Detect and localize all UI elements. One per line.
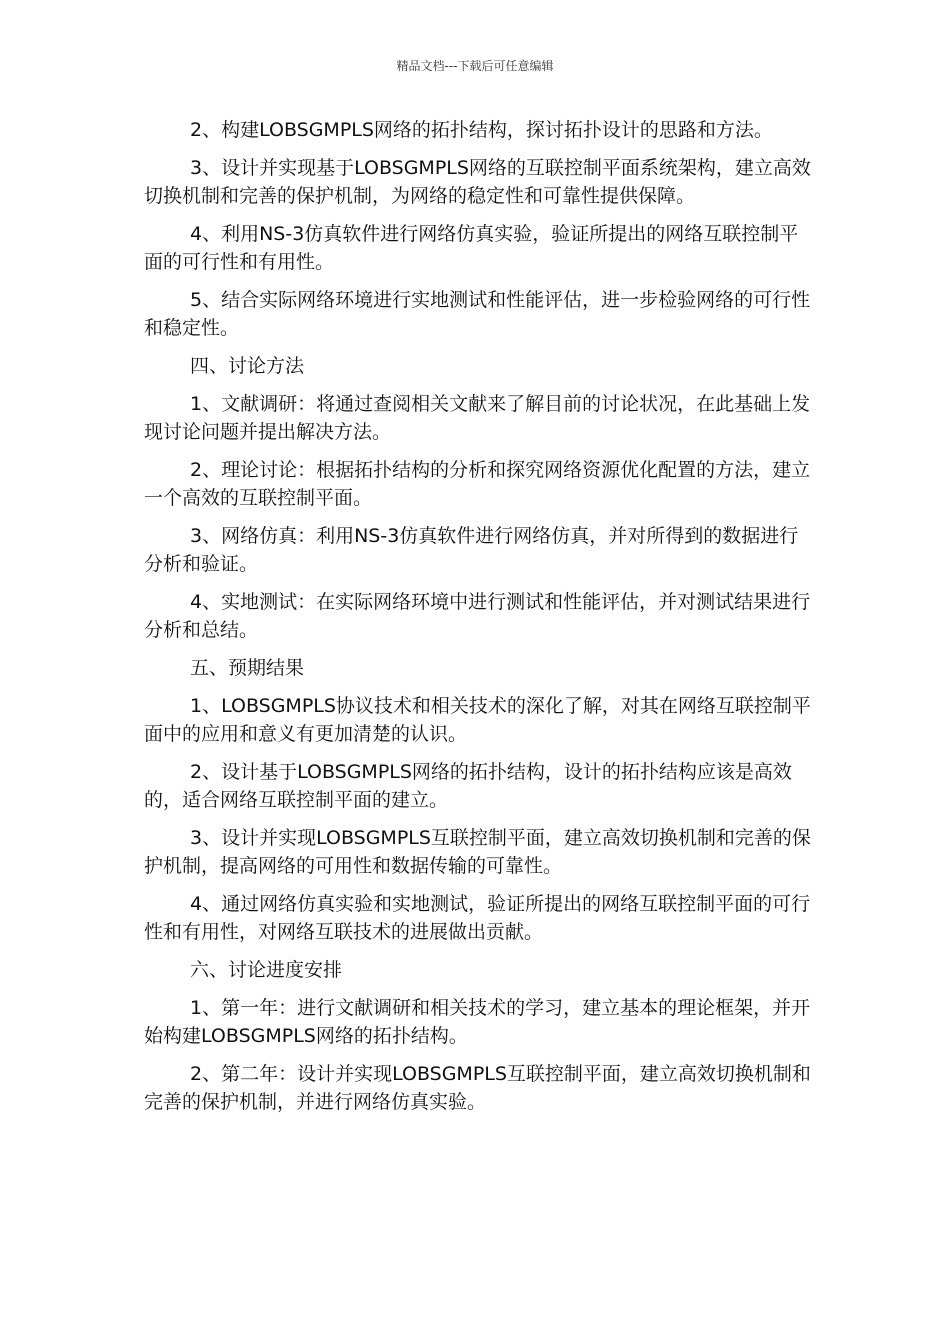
paragraph: 2、构建LOBSGMPLS网络的拓扑结构，探讨拓扑设计的思路和方法。 (190, 119, 773, 141)
paragraph: 2、第二年：设计并实现LOBSGMPLS互联控制平面，建立高效切换机制和完善的保护机制，并进行网络仿真实验。 (144, 1063, 811, 1113)
page-header: 精品文档---下载后可任意编辑 (396, 59, 554, 73)
paragraph: 1、LOBSGMPLS协议技术和相关技术的深化了解，对其在网络互联控制平面中的应用和意义有更加清楚的认识。 (144, 695, 811, 745)
paragraph: 2、理论讨论：根据拓扑结构的分析和探究网络资源优化配置的方法，建立一个高效的互联控制平面。 (144, 459, 811, 509)
paragraph: 4、实地测试：在实际网络环境中进行测试和性能评估，并对测试结果进行分析和总结。 (144, 591, 811, 641)
paragraph: 4、通过网络仿真实验和实地测试，验证所提出的网络互联控制平面的可行性和有用性，对网络互联技术的进展做出贡献。 (144, 893, 811, 943)
section-heading: 六、讨论进度安排 (190, 959, 343, 981)
paragraph: 4、利用NS-3仿真软件进行网络仿真实验，验证所提出的网络互联控制平面的可行性和有用性。 (144, 223, 799, 273)
paragraph: 5、结合实际网络环境进行实地测试和性能评估，进一步检验网络的可行性和稳定性。 (144, 289, 811, 339)
paragraph: 3、网络仿真：利用NS-3仿真软件进行网络仿真，并对所得到的数据进行分析和验证。 (144, 525, 799, 575)
paragraph: 1、文献调研：将通过查阅相关文献来了解目前的讨论状况，在此基础上发现讨论问题并提出解决方法。 (144, 393, 811, 443)
paragraph: 3、设计并实现基于LOBSGMPLS网络的互联控制平面系统架构，建立高效切换机制和完善的保护机制，为网络的稳定性和可靠性提供保障。 (144, 157, 811, 207)
document-body (144, 116, 816, 1126)
section-heading: 四、讨论方法 (190, 355, 305, 377)
paragraph: 2、设计基于LOBSGMPLS网络的拓扑结构，设计的拓扑结构应该是高效的，适合网络互联控制平面的建立。 (144, 761, 792, 811)
paragraph: 1、第一年：进行文献调研和相关技术的学习，建立基本的理论框架，并开始构建LOBSGMPLS网络的拓扑结构。 (144, 997, 811, 1047)
section-heading: 五、预期结果 (190, 657, 305, 679)
paragraph: 3、设计并实现LOBSGMPLS互联控制平面，建立高效切换机制和完善的保护机制，提高网络的可用性和数据传输的可靠性。 (144, 827, 811, 877)
